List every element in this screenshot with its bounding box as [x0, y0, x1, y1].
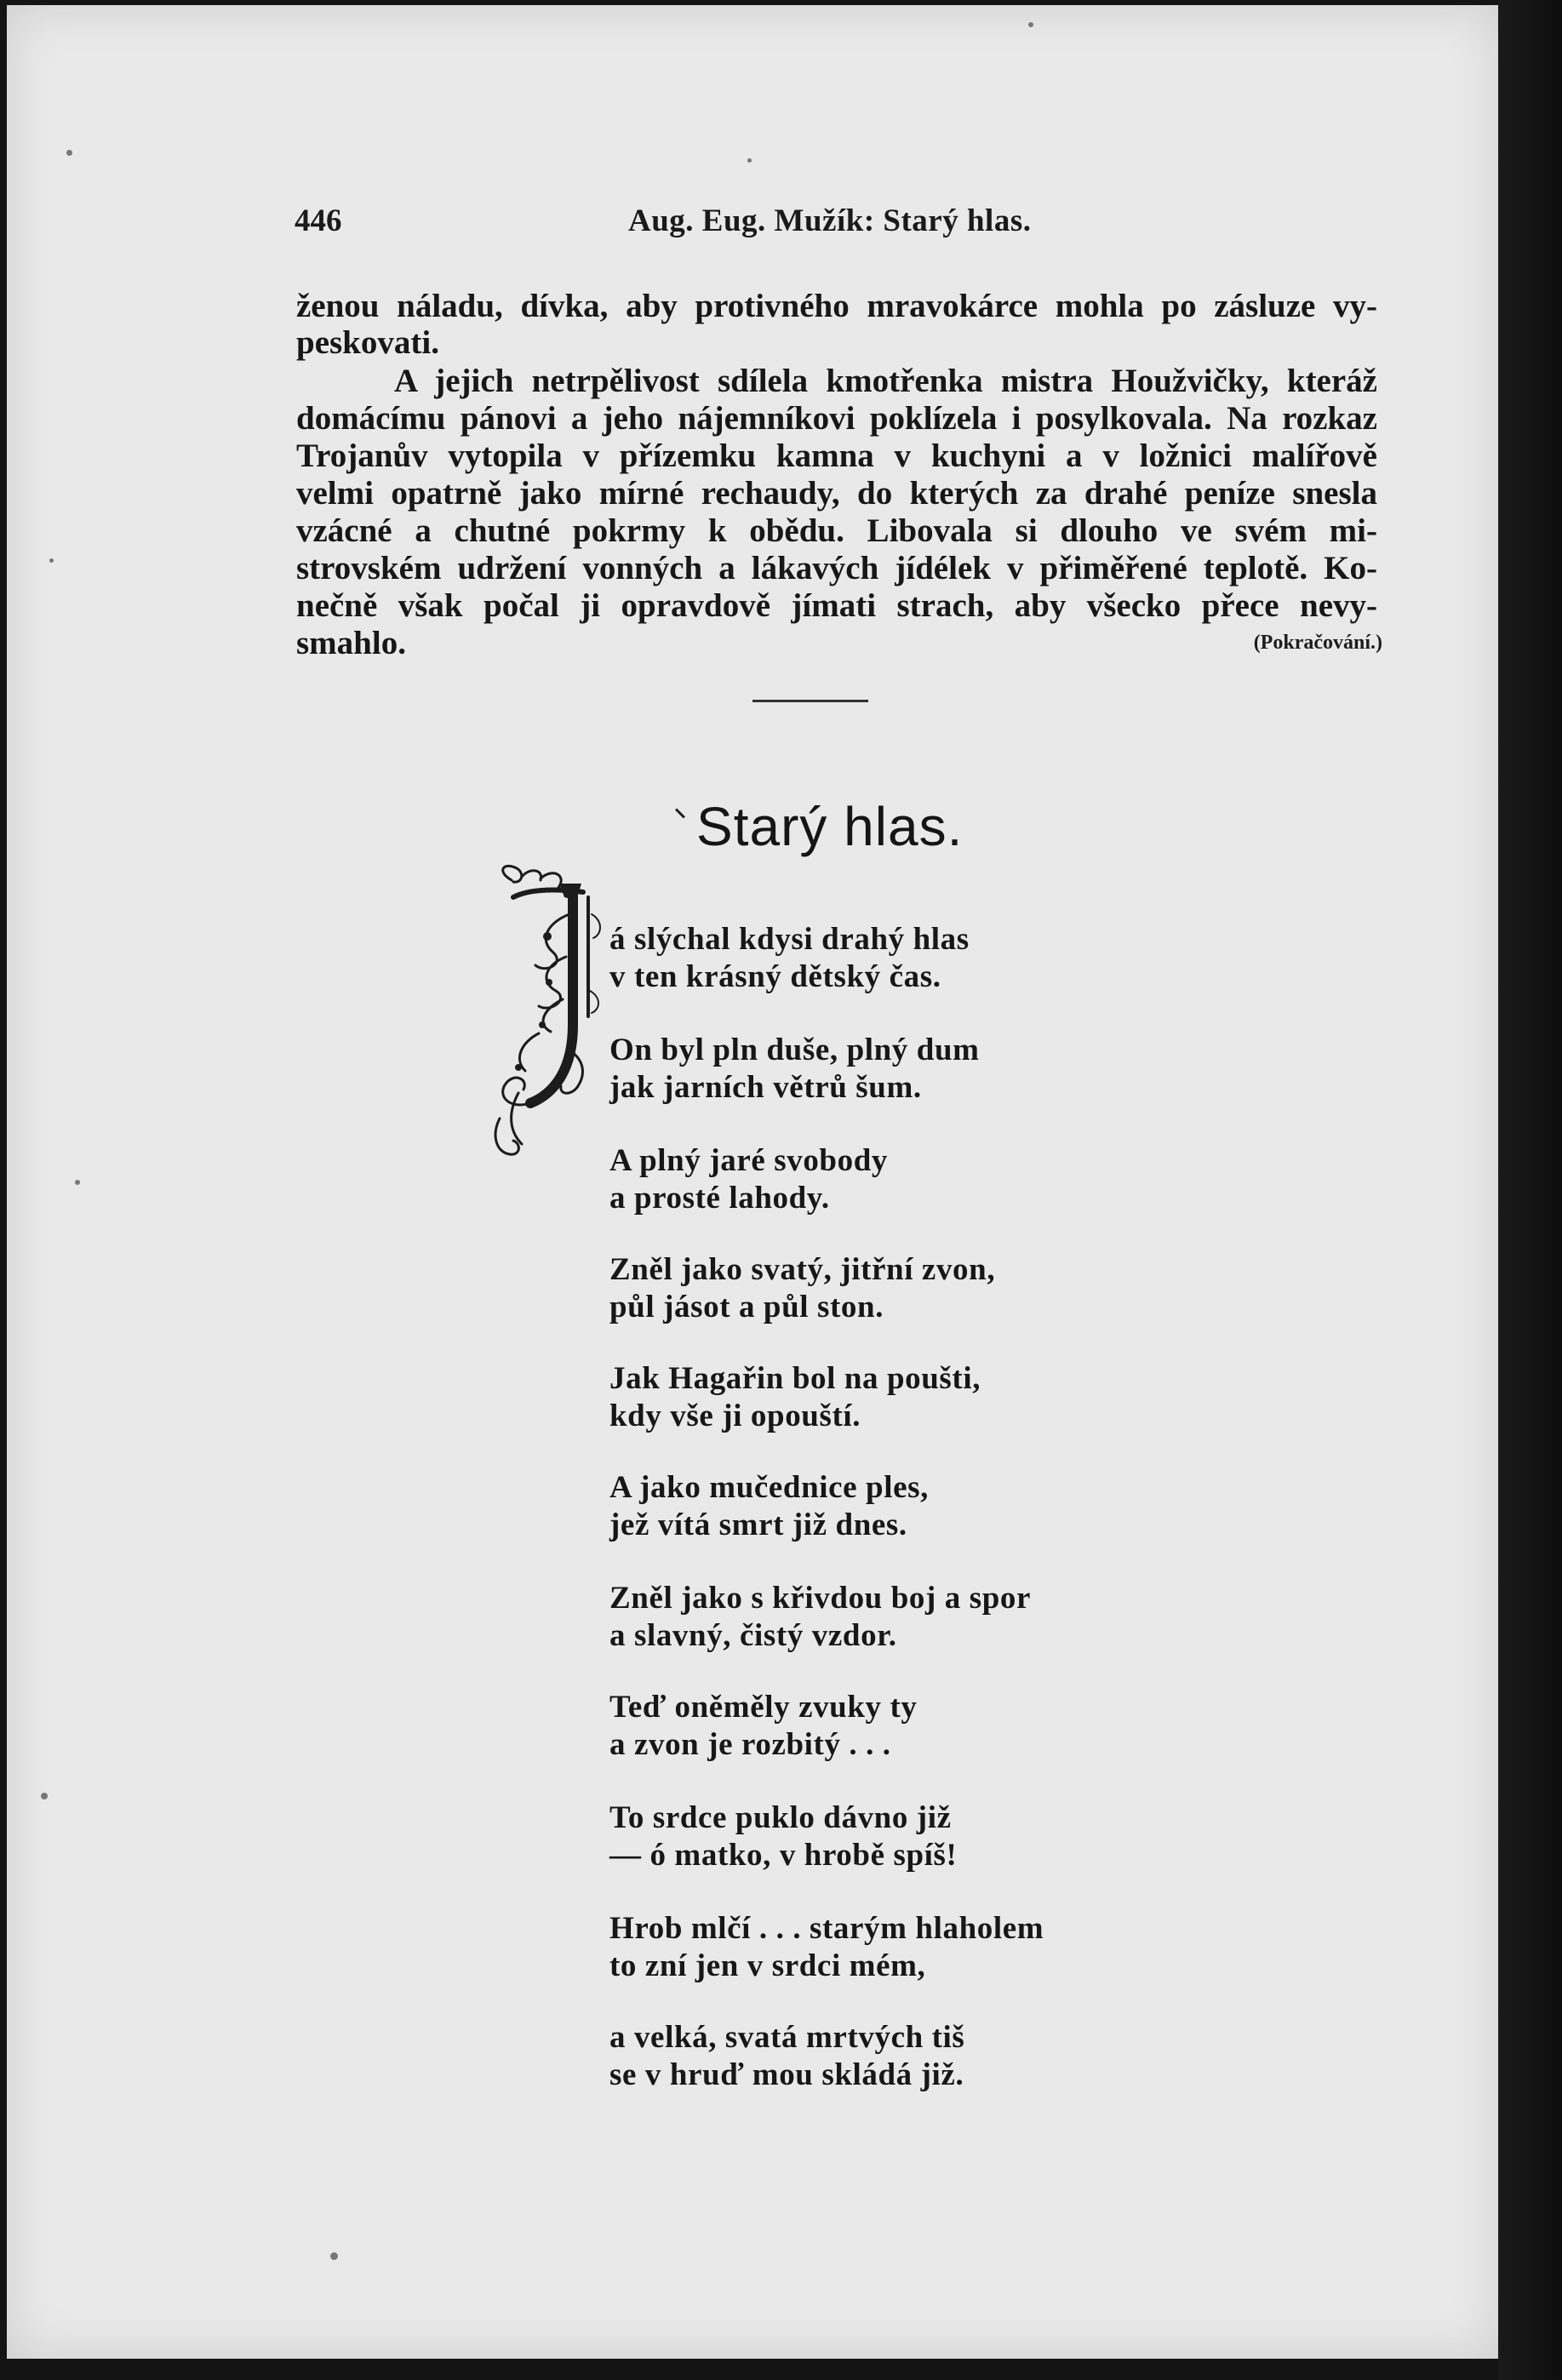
dust-speck [75, 1180, 80, 1185]
poem-line: Zněl jako svatý, jitřní zvon, [609, 1252, 996, 1287]
poem-line: to zní jen v srdci mém, [609, 1948, 926, 1983]
poem-line: Jak Hagařin bol na poušti, [609, 1361, 981, 1396]
prose-line: velmi opatrně jako mírné rechaudy, do kterých za drahé peníze snesla [296, 475, 1377, 512]
prose-line: vzácné a chutné pokrmy k obědu. Libovala si dlouho ve svém mi- [296, 512, 1377, 549]
poem-line: a velká, svatá mrtvých tiš [609, 2020, 965, 2055]
poem-line: kdy vše ji opouští. [609, 1399, 861, 1433]
poem-line: půl jásot a půl ston. [609, 1290, 884, 1324]
page-number: 446 [295, 203, 342, 238]
dust-speck [1028, 22, 1033, 27]
prose-line: smahlo. [296, 625, 406, 661]
poem-line: — ó matko, v hrobě spíš! [609, 1838, 958, 1873]
poem-line: jež vítá smrt již dnes. [609, 1508, 907, 1542]
poem-line: a slavný, čistý vzdor. [609, 1618, 897, 1653]
poem-line: To srdce puklo dávno již [609, 1800, 952, 1835]
poem-line: á slýchal kdysi drahý hlas [609, 922, 970, 957]
poem-title: Starý hlas. [696, 796, 964, 857]
poem-line: jak jarních větrů šum. [609, 1070, 922, 1105]
dust-speck [66, 150, 72, 156]
running-title: Aug. Eug. Mužík: Starý hlas. [628, 203, 1032, 238]
prose-line: nečně však počal ji opravdově jímati strach, aby všecko přece nevy- [296, 587, 1377, 624]
poem-line: a zvon je rozbitý . . . [609, 1727, 891, 1762]
prose-line: ženou náladu, dívka, aby protivného mravokárce mohla po zásluze vy- [296, 288, 1377, 324]
poem-line: v ten krásný dětský čas. [609, 959, 941, 994]
poem-line: Teď oněměly zvuky ty [609, 1690, 918, 1725]
poem-line: a prosté lahody. [609, 1181, 830, 1216]
poem-line: A jako mučednice ples, [609, 1470, 929, 1505]
paper-sheet [7, 5, 1501, 2359]
poem-line: Zněl jako s křivdou boj a spor [609, 1581, 1031, 1616]
ink-mark [675, 808, 685, 818]
ornamental-initial-j [488, 863, 611, 1165]
prose-line: domácímu pánovi a jeho nájemníkovi poklízela i posylkovala. Na rozkaz [296, 400, 1377, 437]
prose-line: strovském udržení vonných a lákavých jídélek v přiměřené teplotě. Ko- [296, 550, 1377, 586]
poem-line: se v hruď mou skládá již. [609, 2057, 964, 2092]
continued-note: (Pokračování.) [1253, 632, 1382, 654]
dust-speck [747, 158, 752, 163]
poem-line: Hrob mlčí . . . starým hlaholem [609, 1911, 1044, 1946]
prose-line: peskovati. [296, 324, 439, 361]
dust-speck [330, 2252, 338, 2260]
dust-speck [49, 558, 54, 563]
dust-speck [41, 1793, 48, 1799]
section-divider [752, 700, 868, 702]
prose-line: A jejich netrpělivost sdílela kmotřenka mistra Houžvičky, kteráž [394, 363, 1377, 399]
scan-edge-shadow [1498, 0, 1562, 2380]
poem-line: On byl pln duše, plný dum [609, 1033, 980, 1067]
prose-line: Trojanův vytopila v přízemku kamna v kuchyni a v ložnici malířově [296, 438, 1377, 474]
poem-line: A plný jaré svobody [609, 1143, 888, 1178]
